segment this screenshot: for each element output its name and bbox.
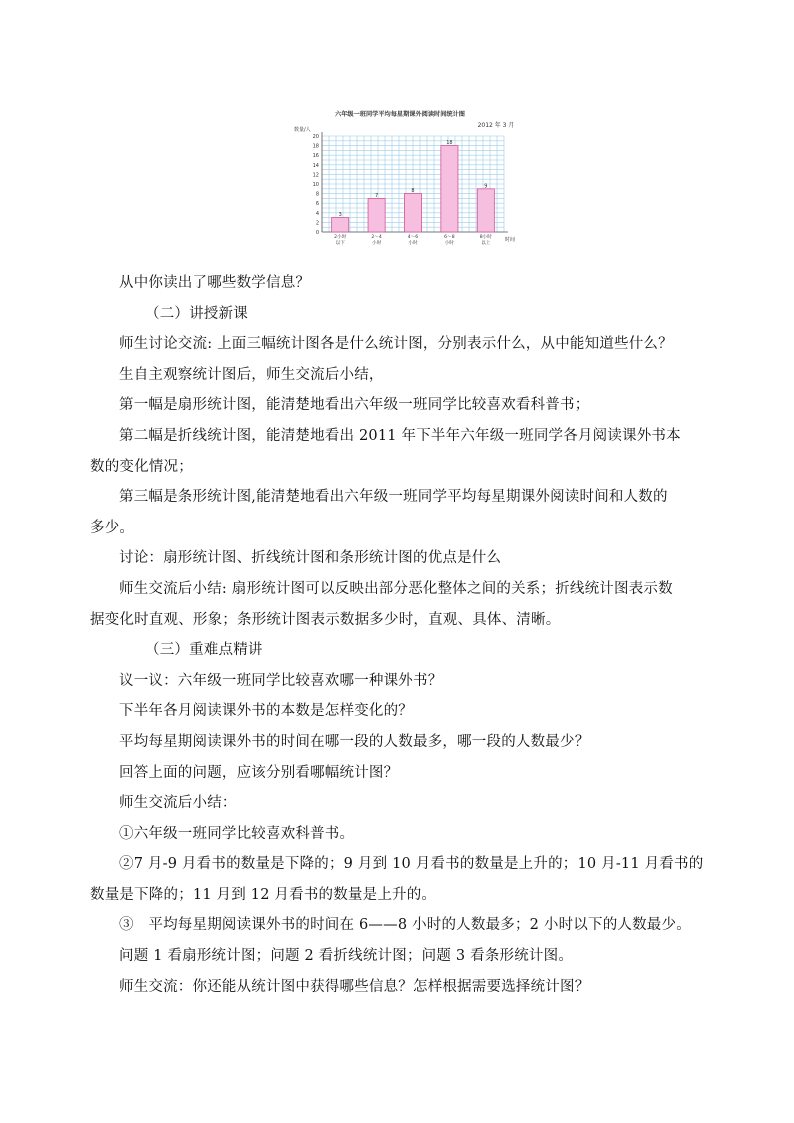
y-tick-label: 18: [312, 143, 319, 150]
answer-3: ③ 平均每星期阅读课外书的时间在 6——8 小时的人数最多；2 小时以下的人数最少。: [119, 917, 691, 934]
paragraph-chart-2-line1: 第二幅是折线统计图，能清楚地看出 2011 年下半年六年级一班同学各月阅读课外书本: [119, 427, 681, 444]
y-tick-label: 16: [312, 153, 319, 160]
paragraph-observation: 生自主观察统计图后，师生交流后小结，: [119, 366, 384, 383]
y-tick-label: 8: [315, 191, 319, 198]
bar-value-label: 9: [484, 183, 488, 190]
paragraph-discuss-q2: 下半年各月阅读课外书的本数是怎样变化的？: [119, 703, 413, 720]
chart-y-axis-label: 数量/人: [294, 127, 311, 133]
paragraph-closing-question: 师生交流：你还能从统计图中获得哪些信息？怎样根据需要选择统计图？: [119, 978, 590, 995]
bar-value-label: 7: [375, 192, 379, 199]
paragraph-summary-line2: 据变化时直观、形象；条形统计图表示数据多少时，直观、具体、清晰。: [90, 611, 561, 628]
bar-value-label: 8: [411, 188, 415, 195]
bar-chart: [292, 108, 520, 250]
x-tick-label: 以上: [481, 241, 491, 246]
paragraph-discuss-q1: 议一议：六年级一班同学比较喜欢哪一种课外书？: [119, 672, 443, 689]
x-tick-label: 小时: [408, 241, 418, 246]
bar-value-label: 18: [446, 140, 453, 147]
y-tick-label: 4: [315, 210, 319, 217]
bar-chart-svg: [292, 108, 520, 250]
paragraph-discussion-2: 讨论：扇形统计图、折线统计图和条形统计图的优点是什么: [119, 550, 502, 567]
x-tick-label: 2小时: [334, 235, 347, 240]
paragraph-discussion: 师生讨论交流: 上面三幅统计图各是什么统计图，分别表示什么，从中能知道些什么？: [119, 336, 673, 353]
paragraph-chart-3-line1: 第三幅是条形统计图,能清楚地看出六年级一班同学平均每星期课外阅读时间和人数的: [119, 489, 668, 506]
x-tick-label: 8小时: [479, 235, 492, 240]
answer-summary: 问题 1 看扇形统计图；问题 2 看折线统计图；问题 3 看条形统计图。: [119, 948, 574, 965]
paragraph-summary-line1: 师生交流后小结: 扇形统计图可以反映出部分恶化整体之间的关系；折线统计图表示数: [119, 580, 673, 597]
paragraph-chart-1: 第一幅是扇形统计图，能清楚地看出六年级一班同学比较喜欢看科普书；: [119, 397, 590, 414]
chart-marks: [313, 134, 495, 246]
section-heading-3: （三）重难点精讲: [145, 642, 263, 659]
y-tick-label: 0: [315, 230, 319, 236]
x-tick-label: 6～8: [444, 235, 455, 240]
y-tick-label: 20: [312, 134, 319, 140]
bar: [368, 198, 385, 232]
paragraph-summary-intro: 师生交流后小结：: [119, 795, 237, 812]
x-tick-label: 小时: [371, 241, 382, 246]
chart-x-axis-label: 时间: [504, 237, 516, 243]
bar: [404, 194, 421, 232]
answer-2-line1: ②7 月-9 月看书的数量是下降的；9 月到 10 月看书的数量是上升的；10 月-11 月看书的: [119, 856, 704, 873]
x-tick-label: 2～4: [371, 235, 382, 240]
paragraph-discuss-q4: 回答上面的问题，应该分别看哪幅统计图？: [119, 764, 399, 781]
y-tick-label: 6: [315, 201, 319, 208]
y-tick-label: 2: [315, 220, 319, 227]
lesson-text: [90, 268, 704, 1002]
paragraph-chart-3-line2: 多少。: [90, 519, 135, 536]
bar: [477, 189, 494, 232]
x-tick-label: 小时: [444, 241, 455, 246]
chart-title: 六年级一班同学平均每星期课外阅读时间统计图: [335, 111, 465, 118]
bar-value-label: 3: [338, 212, 342, 219]
chart-date: 2012 年 3 月: [477, 122, 515, 129]
x-tick-label: 以下: [335, 241, 345, 246]
section-heading-2: （二）讲授新课: [145, 305, 248, 322]
paragraph-question: 从中你读出了哪些数学信息？: [119, 275, 311, 291]
x-tick-label: 4～6: [407, 235, 419, 240]
bar: [332, 218, 349, 232]
bar: [441, 146, 458, 232]
y-tick-label: 10: [312, 182, 319, 188]
paragraph-discuss-q3: 平均每星期阅读课外书的时间在哪一段的人数最多，哪一段的人数最少？: [119, 733, 590, 750]
answer-2-line2: 数量是下降的；11 月到 12 月看书的数量是上升的。: [90, 886, 437, 903]
y-tick-label: 12: [312, 172, 319, 179]
answer-1: ①六年级一班同学比较喜欢科普书。: [119, 825, 355, 842]
y-tick-label: 14: [312, 162, 319, 169]
paragraph-chart-2-line2: 数的变化情况；: [90, 458, 193, 475]
